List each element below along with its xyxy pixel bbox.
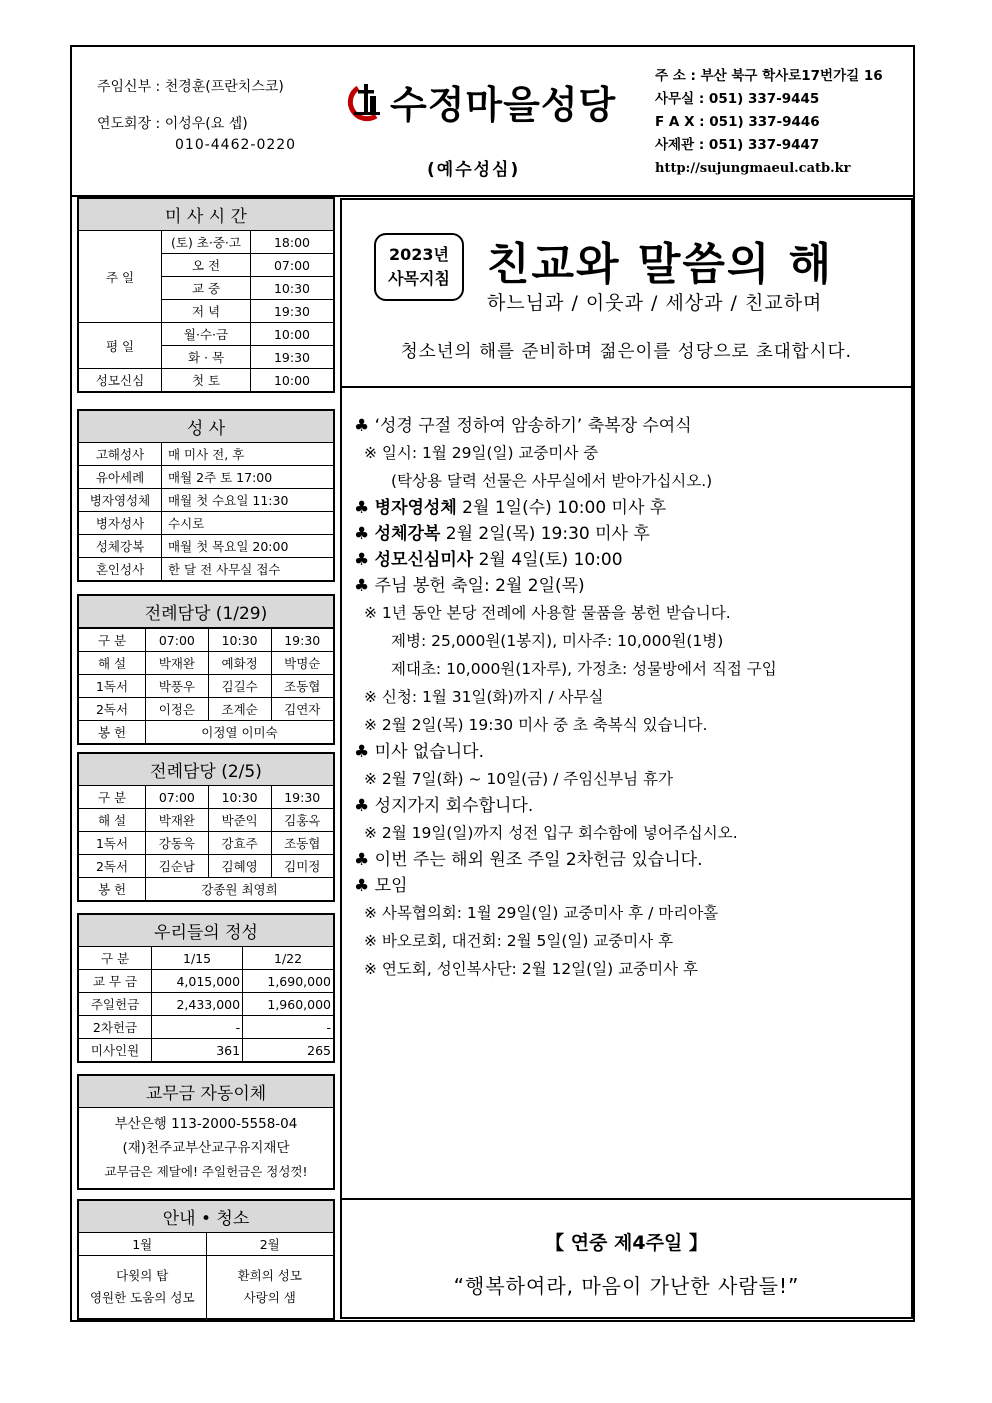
pastor: 주임신부 : 천경훈(프란치스코): [97, 79, 284, 95]
offering-amount: 1,960,000: [243, 993, 333, 1016]
liturgy-person: 조계순: [208, 698, 271, 721]
news-item: [354, 873, 904, 983]
liturgy-person: 박풍우: [146, 675, 209, 698]
transfer-note: 교무금은 제달에! 주일헌금은 정성껏!: [104, 1164, 308, 1179]
sacrament-info: 매월 첫 목요일 20:00: [162, 535, 334, 558]
news-title: ‘성경 구절 정하여 암송하기’ 축복장 수여식: [374, 416, 692, 436]
sacrament-name: 병자영성체: [79, 489, 162, 512]
news-detail: ※ 연도회, 성인복사단: 2월 12일(일) 교중미사 후: [364, 960, 698, 978]
liturgy-box-0205: [77, 752, 335, 902]
news-item: [354, 847, 904, 873]
club-icon: ♣: [354, 576, 375, 596]
sacrament-info: 매월 첫 수요일 11:30: [162, 489, 334, 512]
liturgy-person: 김홍옥: [271, 809, 333, 832]
offering-amount: 361: [152, 1039, 243, 1062]
mass-row-label: 오 전: [162, 254, 251, 277]
news-title-row: [354, 847, 904, 873]
liturgy-title: 전례담당 (1/29): [79, 596, 333, 628]
bulletin-frame: [70, 45, 915, 1322]
mass-row-label: (토) 초·중·고: [162, 231, 251, 254]
first-sat-time: 10:00: [251, 369, 334, 392]
offering-category: 주일헌금: [79, 993, 152, 1016]
offerings-box: [77, 913, 335, 1063]
news-title-row: [354, 739, 904, 765]
liturgy-person: 박재완: [146, 652, 209, 675]
liturgy-head: 19:30: [271, 786, 333, 809]
year-banner: [342, 200, 911, 388]
news-detail: ※ 2월 19일(일)까지 성전 입구 회수함에 넣어주십시오.: [364, 824, 738, 842]
news-item: [354, 573, 904, 739]
liturgy-person: 박준익: [208, 809, 271, 832]
sunday-label: 주 일: [79, 231, 162, 323]
offering-amount: 1,690,000: [243, 970, 333, 993]
liturgy-head: 10:30: [208, 628, 271, 652]
news-item: [354, 521, 904, 547]
liturgy-person: 예화정: [208, 652, 271, 675]
liturgy-offer-persons: 강종원 최영희: [146, 878, 334, 901]
mass-times-box: [77, 197, 335, 393]
liturgy-person: 강동욱: [146, 832, 209, 855]
liturgy-person: 김순남: [146, 855, 209, 878]
offering-amount: -: [243, 1016, 333, 1039]
news-item: [354, 547, 904, 573]
year-title: 친교와 말씀의 해: [487, 239, 834, 290]
news-detail: ※ 신청: 1월 31일(화)까지 / 사무실: [364, 688, 604, 706]
cleaning-group: 다윗의 탑: [116, 1268, 169, 1283]
account-holder: (재)천주교부산교구유지재단: [122, 1140, 290, 1156]
club-icon: ♣: [354, 742, 375, 762]
news-detail: 제병: 25,000원(1봉지), 미사주: 10,000원(1병): [391, 632, 724, 650]
gospel-quote: “행복하여라, 마음이 가난한 사람들!”: [453, 1274, 800, 1298]
news-title-row: [354, 793, 904, 819]
church-name: 수정마을성당: [390, 82, 617, 127]
club-icon: ♣: [354, 796, 375, 816]
news-title: 모임: [374, 876, 408, 896]
news-item: [354, 495, 904, 521]
cleaning-title: 안내 • 청소: [79, 1201, 333, 1233]
offering-category: 2차헌금: [79, 1016, 152, 1039]
cleaning-group: 환희의 성모: [237, 1268, 302, 1283]
liturgy-role: 2독서: [79, 855, 146, 878]
liturgy-title: 전례담당 (2/5): [79, 754, 333, 786]
news-title: 2월 1일(수) 10:00 미사 후: [456, 498, 667, 518]
website-link[interactable]: http://sujungmaeul.catb.kr: [655, 161, 851, 176]
cleaning-group: 영원한 도움의 성모: [89, 1290, 195, 1305]
liturgy-role: 1독서: [79, 675, 146, 698]
mass-row-time: 19:30: [251, 300, 334, 323]
address: 주 소 : 부산 북구 학사로17번가길 16: [655, 68, 883, 84]
first-sat-day: 첫 토: [162, 369, 251, 392]
news-item: [354, 793, 904, 847]
cleaning-group: 사랑의 샘: [243, 1290, 296, 1305]
news-title-bold: 성체강복: [374, 524, 441, 544]
mass-row-label: 교 중: [162, 277, 251, 300]
liturgy-person: 이정은: [146, 698, 209, 721]
news-title: 2월 2일(목) 19:30 미사 후: [440, 524, 650, 544]
fax: F A X : 051) 337-9446: [655, 114, 820, 130]
liturgy-head: 07:00: [146, 628, 209, 652]
liturgy-person: 김미정: [271, 855, 333, 878]
main-content: [340, 198, 913, 1319]
mass-row-label: 화 · 목: [162, 346, 251, 369]
offering-category: 미사인원: [79, 1039, 152, 1062]
rectory-phone: 사제관 : 051) 337-9447: [655, 137, 820, 153]
news-item: [354, 413, 904, 495]
sunday-footer: [342, 1198, 911, 1319]
sacraments-box: [77, 409, 335, 582]
news-item: [354, 739, 904, 793]
news-detail: ※ 1년 동안 본당 전례에 사용할 물품을 봉헌 받습니다.: [364, 604, 731, 622]
liturgy-role: 1독서: [79, 832, 146, 855]
news-title-row: [354, 413, 904, 439]
liturgy-head: 10:30: [208, 786, 271, 809]
liturgy-person: 김연자: [271, 698, 333, 721]
news-title: 미사 없습니다.: [374, 742, 484, 762]
liturgy-head: 07:00: [146, 786, 209, 809]
header-staff: [97, 77, 296, 156]
news-detail: ※ 바오로회, 대건회: 2월 5일(일) 교중미사 후: [364, 932, 674, 950]
news-title-row: [354, 573, 904, 599]
transfer-title: 교무금 자동이체: [79, 1076, 333, 1108]
club-icon: ♣: [354, 850, 375, 870]
news-title: 이번 주는 해외 원조 주일 2차헌금 있습니다.: [374, 850, 703, 870]
liturgy-person: 강효주: [208, 832, 271, 855]
news-list: [354, 413, 904, 983]
news-title-row: [354, 873, 904, 899]
header-contact: [655, 65, 883, 180]
club-icon: ♣: [354, 876, 375, 896]
mass-row-time: 10:30: [251, 277, 334, 300]
cleaning-month: 2월: [206, 1233, 333, 1256]
sacrament-name: 고해성사: [79, 443, 162, 466]
news-title-row: [354, 521, 904, 547]
liturgy-head: 구 분: [79, 786, 146, 809]
mass-row-time: 07:00: [251, 254, 334, 277]
liturgy-person: 김혜영: [208, 855, 271, 878]
sacrament-info: 수시로: [162, 512, 334, 535]
club-icon: ♣: [354, 498, 375, 518]
liturgy-head: 19:30: [271, 628, 333, 652]
first-sat-label: 성모신심: [79, 369, 162, 392]
news-title-row: [354, 547, 904, 573]
header: [72, 47, 913, 197]
church-logo: [342, 71, 616, 131]
sacrament-name: 병자성사: [79, 512, 162, 535]
news-detail: 제대초: 10,000원(1자루), 가정초: 성물방에서 직접 구입: [391, 660, 777, 678]
offering-category: 교 무 금: [79, 970, 152, 993]
weekday-label: 평 일: [79, 323, 162, 369]
offerings-head: 1/22: [243, 947, 333, 970]
offering-amount: 4,015,000: [152, 970, 243, 993]
mass-row-label: 월·수·금: [162, 323, 251, 346]
liturgy-person: 박명순: [271, 652, 333, 675]
offerings-head: 구 분: [79, 947, 152, 970]
mass-row-time: 18:00: [251, 231, 334, 254]
cleaning-box: [77, 1199, 335, 1320]
liturgy-box-0129: [77, 594, 335, 745]
news-detail: ※ 일시: 1월 29일(일) 교중미사 중: [364, 444, 599, 462]
club-icon: ♣: [354, 416, 375, 436]
cleaning-month: 1월: [79, 1233, 206, 1256]
church-motto: (예수성심): [427, 160, 521, 180]
news-title: 주님 봉헌 축일: 2월 2일(목): [374, 576, 585, 596]
club-icon: ♣: [354, 550, 375, 570]
news-detail: ※ 2월 2일(목) 19:30 미사 중 초 축복식 있습니다.: [364, 716, 708, 734]
news-detail: ※ 2월 7일(화) ~ 10일(금) / 주임신부님 휴가: [364, 770, 673, 788]
news-detail: ※ 사목협의회: 1월 29일(일) 교중미사 후 / 마리아홀: [364, 904, 719, 922]
liturgy-person: 김길수: [208, 675, 271, 698]
liturgy-role: 봉 헌: [79, 721, 146, 744]
news-detail: (탁상용 달력 선물은 사무실에서 받아가십시오.): [391, 472, 713, 490]
sunday-title: 【 연중 제4주일 】: [545, 1232, 708, 1254]
liturgy-person: 조동협: [271, 832, 333, 855]
news-title-bold: 성모신심미사: [374, 550, 474, 570]
office-phone: 사무실 : 051) 337-9445: [655, 91, 820, 107]
liturgy-role: 해 설: [79, 809, 146, 832]
offerings-head: 1/15: [152, 947, 243, 970]
bank-account: 부산은행 113-2000-5558-04: [114, 1116, 298, 1132]
sacrament-name: 혼인성사: [79, 558, 162, 581]
sacraments-title: 성 사: [79, 411, 333, 443]
offering-amount: -: [152, 1016, 243, 1039]
liturgy-offer-persons: 이정열 이미숙: [146, 721, 334, 744]
liturgy-role: 2독서: [79, 698, 146, 721]
sacrament-info: 매월 2주 토 17:00: [162, 466, 334, 489]
liturgy-person: 조동협: [271, 675, 333, 698]
mass-row-time: 10:00: [251, 323, 334, 346]
liturgy-person: 박재완: [146, 809, 209, 832]
sacrament-name: 유아세례: [79, 466, 162, 489]
sacrament-info: 매 미사 전, 후: [162, 443, 334, 466]
transfer-box: [77, 1074, 335, 1190]
liturgy-head: 구 분: [79, 628, 146, 652]
year-subtitle: 하느님과 / 이웃과 / 세상과 / 친교하며: [487, 292, 823, 314]
news-title: 2월 4일(토) 10:00: [473, 550, 623, 570]
offering-amount: 265: [243, 1039, 333, 1062]
offerings-title: 우리들의 정성: [79, 915, 333, 947]
mass-row-time: 19:30: [251, 346, 334, 369]
news-title-bold: 병자영성체: [374, 498, 457, 518]
mass-row-label: 저 녁: [162, 300, 251, 323]
badge-subtitle: 사목지침: [388, 269, 450, 288]
club-icon: ♣: [354, 524, 375, 544]
mass-times-title: 미 사 시 간: [79, 199, 333, 231]
council-head: 연도회장 : 이성우(요 셉): [97, 116, 248, 132]
council-phone: 010-4462-0220: [175, 137, 297, 153]
church-logo-icon: [342, 78, 386, 124]
year-message: 청소년의 해를 준비하며 젊은이를 성당으로 초대합시다.: [400, 342, 853, 362]
badge-year: 2023년: [389, 245, 449, 264]
offering-amount: 2,433,000: [152, 993, 243, 1016]
news-title: 성지가지 회수합니다.: [374, 796, 534, 816]
liturgy-role: 봉 헌: [79, 878, 146, 901]
sacrament-info: 한 달 전 사무실 접수: [162, 558, 334, 581]
pastoral-badge: [374, 233, 464, 301]
sacrament-name: 성체강복: [79, 535, 162, 558]
liturgy-role: 해 설: [79, 652, 146, 675]
news-title-row: [354, 495, 904, 521]
